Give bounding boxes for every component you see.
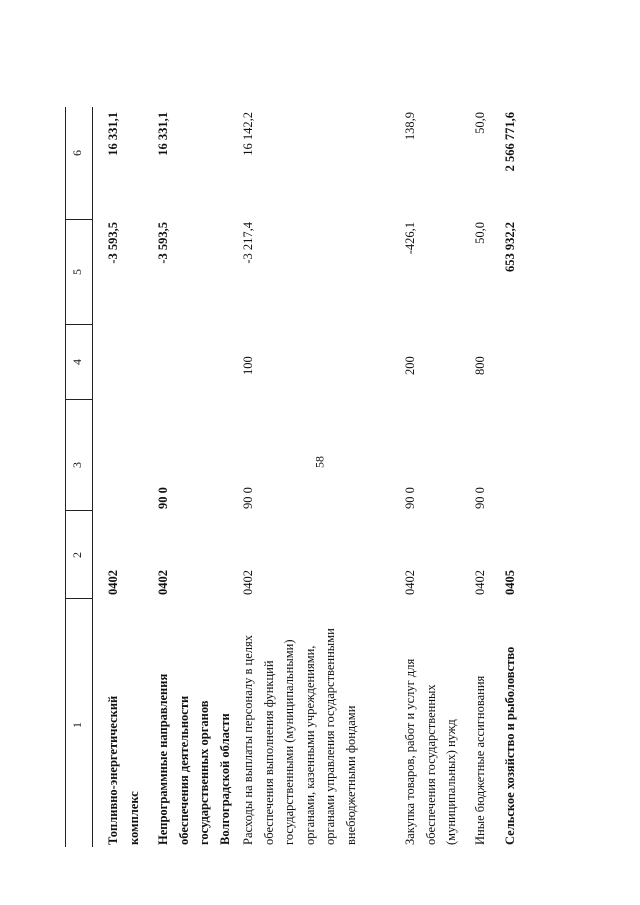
row-2-target: 90 0 <box>156 487 170 509</box>
header-bottom-border <box>92 107 93 847</box>
col-divider-3 <box>65 399 93 400</box>
col-divider-5 <box>65 219 93 220</box>
header-col-2: 2 <box>70 552 84 558</box>
row-3-section: 0402 <box>241 570 255 595</box>
row-4-change: -426,1 <box>403 222 417 255</box>
row-3-total: 16 142,2 <box>241 112 255 156</box>
row-5-section: 0402 <box>473 570 487 595</box>
page-number: 58 <box>312 456 327 468</box>
row-4-expense-type: 200 <box>403 356 417 375</box>
row-3-expense-type: 100 <box>241 356 255 375</box>
row-1-total: 16 331,1 <box>106 112 120 156</box>
header-col-6: 6 <box>70 150 84 156</box>
row-6-total: 2 566 771,6 <box>503 112 517 172</box>
row-2-name: Непрограммные направления обеспечения деятельности государственных органов Волгоградской области <box>156 673 232 845</box>
row-5-change: 50,0 <box>473 222 487 244</box>
row-2-section: 0402 <box>156 570 170 595</box>
row-5-name: Иные бюджетные ассигнования <box>473 675 487 845</box>
row-5-expense-type: 800 <box>473 356 487 375</box>
row-3-name: Расходы на выплаты персоналу в целях обеспечения выполнения функций государственными (муниципальными) органами, казенными учреждениями, органами управления государственными внебюджетными фондами <box>241 628 358 845</box>
row-4-total: 138,9 <box>403 112 417 141</box>
row-6-change: 653 932,2 <box>503 222 517 272</box>
header-col-5: 5 <box>70 269 84 275</box>
row-3-target: 90 0 <box>241 487 255 509</box>
row-4-target: 90 0 <box>403 487 417 509</box>
header-col-3: 3 <box>70 462 84 468</box>
col-divider-4 <box>65 324 93 325</box>
row-2-total: 16 331,1 <box>156 112 170 156</box>
col-divider-2 <box>65 510 93 511</box>
row-1-change: -3 593,5 <box>106 222 120 264</box>
header-col-4: 4 <box>70 359 84 365</box>
row-6-name: Сельское хозяйство и рыболовство <box>503 646 517 845</box>
row-3-change: -3 217,4 <box>241 222 255 264</box>
row-4-name: Закупка товаров, работ и услуг для обеспечения государственных (муниципальных) нужд <box>403 658 458 845</box>
row-2-change: -3 593,5 <box>156 222 170 264</box>
row-1-section: 0402 <box>106 570 120 595</box>
row-4-section: 0402 <box>403 570 417 595</box>
table-top-border <box>65 107 66 847</box>
col-divider-1 <box>65 598 93 599</box>
header-col-1: 1 <box>70 722 84 728</box>
row-1-name: Топливно-энергетический комплекс <box>106 695 141 845</box>
row-5-total: 50,0 <box>473 112 487 134</box>
row-5-target: 90 0 <box>473 487 487 509</box>
row-6-section: 0405 <box>503 570 517 595</box>
